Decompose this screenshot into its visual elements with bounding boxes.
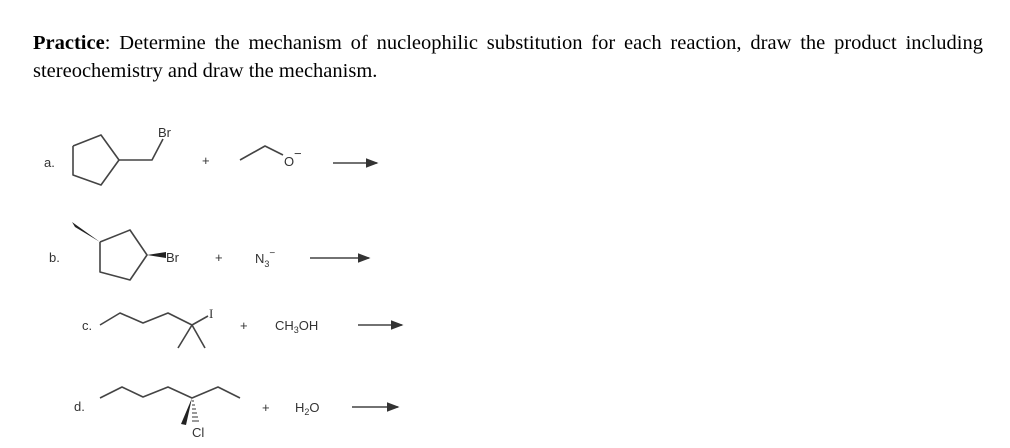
plus-sign: + <box>215 250 223 265</box>
charge: − <box>294 146 302 161</box>
reaction-d <box>74 387 398 440</box>
leaving-group: Br <box>158 125 171 140</box>
methyl-bond <box>192 325 205 348</box>
ethoxide-chain <box>240 146 283 160</box>
leaving-group: I <box>209 306 214 321</box>
hash-bond-cl <box>192 401 199 421</box>
leaving-group: Cl <box>192 425 205 440</box>
alkyl-chloride-chain <box>100 387 240 398</box>
side-chain-bond <box>119 139 163 160</box>
methyl-bond <box>178 325 192 348</box>
reaction-label: b. <box>49 250 60 265</box>
cyclopentane-ring <box>100 230 147 280</box>
wedge-bond-methyl <box>72 222 100 242</box>
plus-sign: + <box>262 400 270 415</box>
iodo-bond <box>192 316 208 325</box>
reaction-label: a. <box>44 155 55 170</box>
plus-sign: + <box>202 153 210 168</box>
azide: $N_3^-$ <box>255 248 276 269</box>
alkyl-iodide-chain <box>100 313 192 325</box>
wedge-bond-br <box>147 252 166 258</box>
wedge-bond-methyl <box>181 398 192 425</box>
oxygen: O <box>284 154 295 169</box>
reaction-c <box>82 306 402 348</box>
leaving-group: Br <box>166 250 179 265</box>
water: $H_2O$ <box>295 400 320 417</box>
reaction-b <box>49 222 369 280</box>
reaction-label: c. <box>82 318 93 333</box>
prompt-text: : Determine the mechanism of nucleophilic substitution for each reaction, draw the product including stereochemistry and draw the mechanism. <box>33 32 983 82</box>
cyclopentylmethyl-bromide <box>73 135 119 185</box>
reaction-a <box>44 125 377 185</box>
prompt-label: Practice <box>33 32 105 54</box>
methanol: $CH_3OH$ <box>275 318 319 335</box>
reaction-label: d. <box>74 399 85 414</box>
plus-sign: + <box>240 318 248 333</box>
